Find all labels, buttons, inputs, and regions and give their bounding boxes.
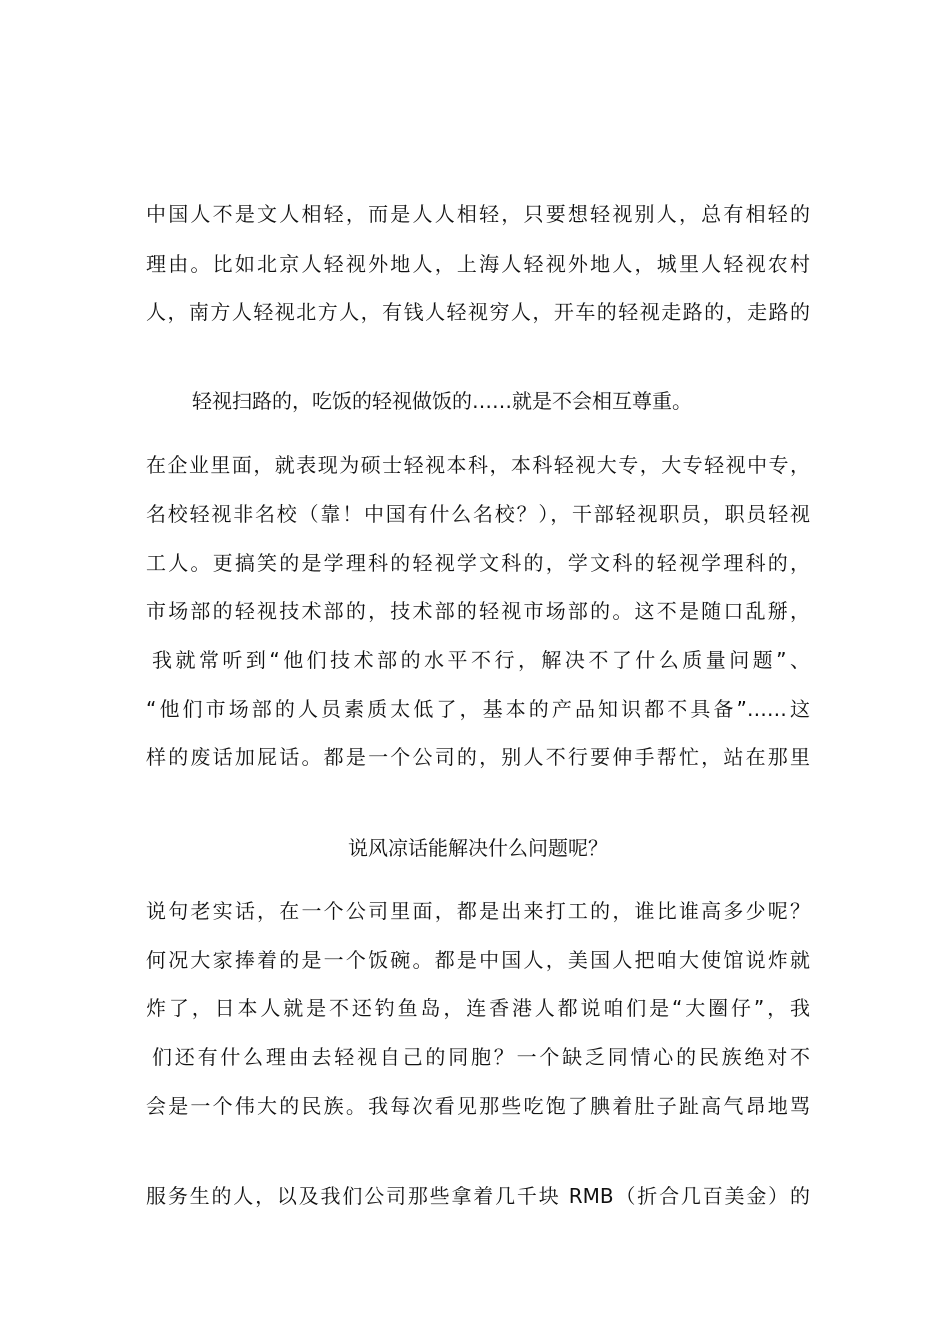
paragraph-3-line-4: 市场部的轻视技术部的，技术部的轻视市场部的。这不是随口乱掰， <box>146 599 810 623</box>
paragraph-5-line-1: 说句老实话，在一个公司里面，都是出来打工的，谁比谁高多少呢？ <box>146 899 810 923</box>
paragraph-2-line-1: 轻视扫路的，吃饭的轻视做饭的……就是不会相互尊重。 <box>192 389 692 413</box>
paragraph-3-line-7: 样的废话加屁话。都是一个公司的，别人不行要伸手帮忙，站在那里 <box>146 745 810 769</box>
paragraph-5-line-4: 们还有什么理由去轻视自己的同胞？一个缺乏同情心的民族绝对不 <box>152 1045 810 1069</box>
paragraph-5-line-2: 何况大家捧着的是一个饭碗。都是中国人，美国人把咱大使馆说炸就 <box>146 948 810 972</box>
paragraph-1-line-1: 中国人不是文人相轻，而是人人相轻，只要想轻视别人，总有相轻的 <box>146 202 810 226</box>
paragraph-1-line-3: 人，南方人轻视北方人，有钱人轻视穷人，开车的轻视走路的，走路的 <box>146 300 810 324</box>
paragraph-3-line-5: 我就常听到“他们技术部的水平不行，解决不了什么质量问题”、 <box>152 648 810 672</box>
paragraph-3-line-6: “他们市场部的人员素质太低了，基本的产品知识都不具备”……这 <box>146 697 810 721</box>
paragraph-5-line-5: 会是一个伟大的民族。我每次看见那些吃饱了腆着肚子趾高气昂地骂 <box>146 1094 810 1118</box>
paragraph-3-line-2: 名校轻视非名校（靠！中国有什么名校？），干部轻视职员，职员轻视 <box>146 502 810 526</box>
paragraph-5-line-3: 炸了，日本人就是不还钓鱼岛，连香港人都说咱们是“大圈仔”，我 <box>146 996 810 1020</box>
paragraph-6-line-1: 服务生的人，以及我们公司那些拿着几千块 RMB（折合几百美金）的 <box>146 1184 810 1208</box>
paragraph-3-line-1: 在企业里面，就表现为硕士轻视本科，本科轻视大专，大专轻视中专， <box>146 453 810 477</box>
paragraph-3-line-3: 工人。更搞笑的是学理科的轻视学文科的，学文科的轻视学理科的， <box>146 551 810 575</box>
paragraph-1-line-2: 理由。比如北京人轻视外地人，上海人轻视外地人，城里人轻视农村 <box>146 252 810 276</box>
paragraph-4-line-1: 说风凉话能解决什么问题呢？ <box>348 836 608 860</box>
